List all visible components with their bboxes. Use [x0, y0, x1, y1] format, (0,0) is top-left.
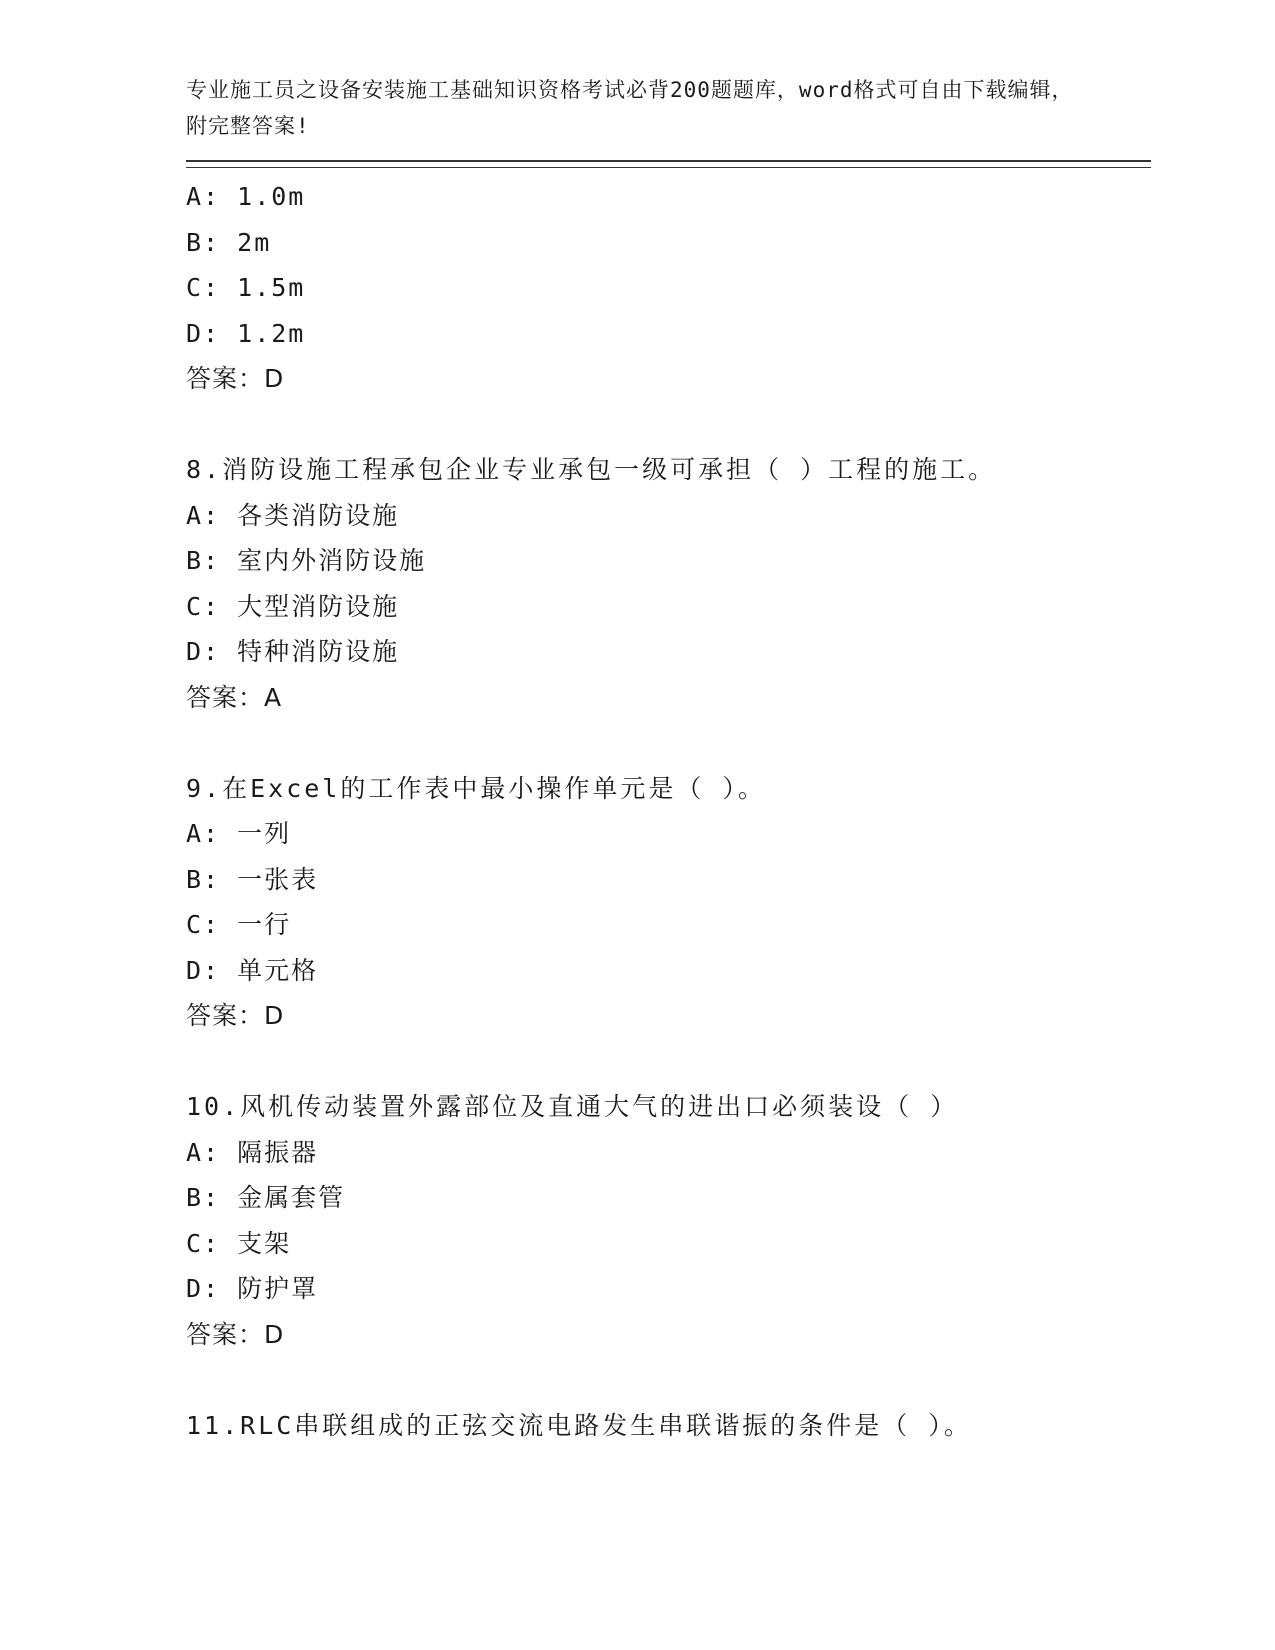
answer-line: 答案：A	[186, 682, 283, 712]
option-b: B: 一张表	[186, 864, 319, 894]
option-d: D: 特种消防设施	[186, 637, 400, 666]
question-block-11	[186, 1403, 1151, 1449]
option-c: C: 大型消防设施	[186, 591, 400, 621]
header-divider	[186, 160, 1151, 168]
question-text: 10.风机传动装置外露部位及直通大气的进出口必须装设（ ）	[186, 1092, 959, 1121]
option-b: B: 室内外消防设施	[186, 546, 427, 575]
option-b: B: 金属套管	[186, 1183, 346, 1212]
document-header: 专业施工员之设备安装施工基础知识资格考试必背200题题库，word格式可自由下载编辑，附完整答案!	[186, 78, 1074, 138]
question-text: 9.在Excel的工作表中最小操作单元是（ ）。	[186, 773, 766, 803]
option-a: A: 隔振器	[186, 1137, 319, 1167]
question-text: 11.RLC串联组成的正弦交流电路发生串联谐振的条件是（ ）。	[186, 1410, 972, 1440]
answer-line: 答案：D	[186, 364, 285, 393]
option-c: C: 一行	[186, 910, 292, 939]
option-d: D: 1.2m	[186, 318, 306, 348]
option-b: B: 2m	[186, 227, 272, 257]
answer-line: 答案：D	[186, 1319, 285, 1349]
option-c: C: 支架	[186, 1228, 292, 1258]
answer-line: 答案：D	[186, 1001, 285, 1030]
question-text: 8.消防设施工程承包企业专业承包一级可承担（ ）工程的施工。	[186, 455, 997, 484]
question-block-8	[186, 447, 1151, 720]
option-d: D: 防护罩	[186, 1274, 319, 1303]
option-a: A: 一列	[186, 819, 292, 848]
option-a: A: 各类消防设施	[186, 500, 400, 530]
option-a: A: 1.0m	[186, 182, 306, 211]
question-block-7-tail	[186, 174, 1151, 402]
question-block-10	[186, 1084, 1151, 1357]
option-c: C: 1.5m	[186, 273, 306, 302]
question-block-9	[186, 766, 1151, 1039]
document-page	[186, 72, 1151, 1448]
option-d: D: 单元格	[186, 955, 319, 985]
